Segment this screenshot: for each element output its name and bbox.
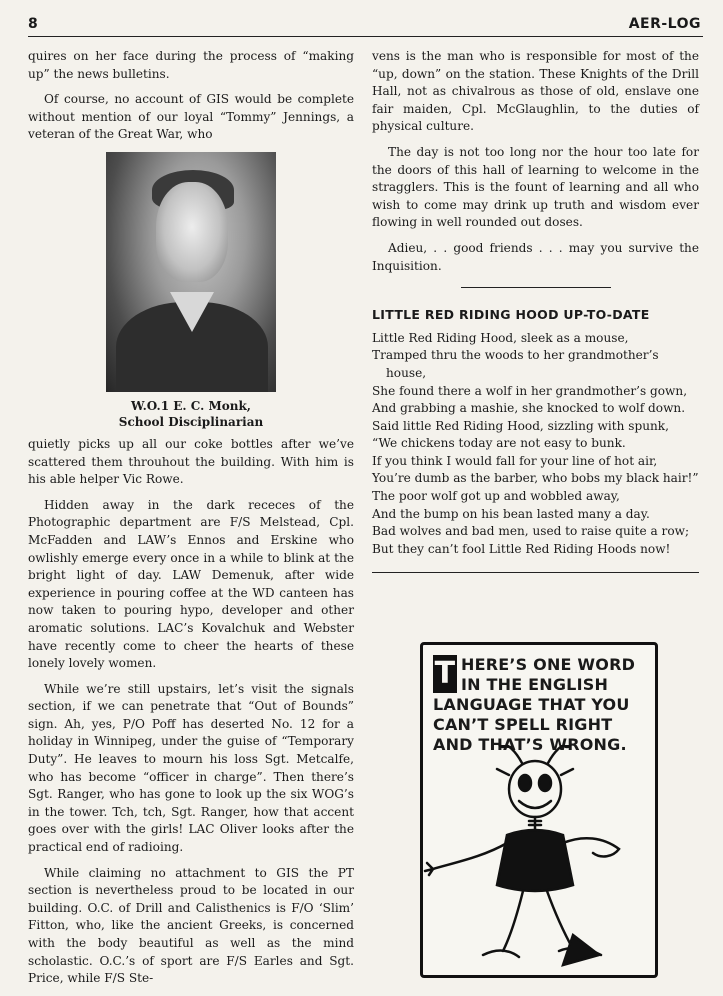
- caption-name: W.O.1 E. C. Monk,: [131, 398, 251, 413]
- left-column: [28, 48, 354, 996]
- right-column: [372, 48, 699, 573]
- right-paragraph-2: The day is not too long nor the hour too late for the doors of this hall of learning to welcome in the stragglers. This is the fount of learning and all who wish to come may drink up truth and wisdom ever flowing in well rounded out doses.: [372, 144, 699, 230]
- poem-divider: [372, 572, 699, 573]
- poem-line: And grabbing a mashie, she knocked to wolf down.: [372, 401, 686, 416]
- poem-line: Little Red Riding Hood, sleek as a mouse,: [372, 330, 629, 345]
- cartoon-panel: [420, 642, 658, 978]
- poem-line: She found there a wolf in her grandmother’s gown,: [372, 383, 688, 398]
- page-header: [28, 14, 703, 37]
- photo-caption: [28, 398, 354, 430]
- cartoon-character-illustration: [423, 745, 649, 969]
- poem-line: Said little Red Riding Hood, sizzling with spunk,: [372, 418, 669, 433]
- cartoon-text: HERE’S ONE WORD IN THE ENGLISH LANGUAGE THAT YOU CAN’T SPELL RIGHT AND THAT’S WRONG.: [433, 655, 636, 754]
- poem-line: Tramped thru the woods to her grandmother’s house,: [372, 348, 659, 380]
- poem: [372, 330, 699, 559]
- left-paragraph-1: quires on her face during the process of “making up” the news bulletins.: [28, 49, 354, 81]
- portrait-photo: [106, 152, 276, 392]
- poem-line: But they can’t fool Little Red Riding Hoods now!: [372, 541, 671, 556]
- poem-line: The poor wolf got up and wobbled away,: [372, 489, 620, 504]
- left-paragraph-5: While we’re still upstairs, let’s visit the signals section, if we can penetrate that “Out of Bounds” sign. Ah, yes, P/O Poff has deserted No. 12 for a holiday in Winnipeg, under the guise of “Temporary Duty”. He leaves to mourn his loss Sgt. Metcalfe, who has become “officer in charge”. Then there’s Sgt. Ranger, who has gone to look up the six WOG’s in the tower. Tch, tch, Sgt. Ranger, how that accent goes over with the girls! LAC Oliver looks after the practical end of radioing.: [28, 681, 354, 855]
- poem-line: “We chickens today are not easy to bunk.: [372, 436, 626, 451]
- poem-line: You’re dumb as the barber, who bobs my black hair!”: [372, 471, 699, 486]
- section-divider: [461, 287, 611, 288]
- poem-line: If you think I would fall for your line of hot air,: [372, 453, 658, 468]
- caption-title: School Disciplinarian: [118, 414, 264, 429]
- left-paragraph-6: While claiming no attachment to GIS the PT section is nevertheless proud to be located in our building. O.C. of Drill and Calisthenics is F/O ‘Slim’ Fitton, who, like the ancient Greeks, is concerned with the body beautiful as well as the mind scholastic. O.C.’s of sport are F/S Earles and Sgt. Price, while F/S Ste-: [28, 865, 354, 986]
- cartoon-caption: [433, 655, 645, 755]
- right-paragraph-1: vens is the man who is responsible for most of the “up, down” on the station. These Knights of the Drill Hall, not as chivalrous as those of old, enslave one fair maiden, Cpl. McGlaughlin, to the duties of physical culture.: [372, 49, 699, 134]
- left-paragraph-2: Of course, no account of GIS would be complete without mention of our loyal “Tommy” Jennings, a veteran of the Great War, who: [28, 92, 354, 142]
- poem-line: And the bump on his bean lasted many a day.: [372, 506, 650, 521]
- publication-title: AER-LOG: [628, 16, 701, 32]
- left-paragraph-4: Hidden away in the dark receces of the Photographic department are F/S Melstead, Cpl. McFadden and LAW’s Ennos and Erskine who owlishly emerge every once in a while to blink at the bright light of day. LAW Demenuk, after wide experience in pouring coffee at the WD canteen has now taken to pouring hypo, developer and other aromatic solutions. LAC’s Kovalchuk and Webster have recently come to cheer the hearts of these lonely lovely women.: [28, 497, 354, 671]
- cartoon-dropcap: T: [434, 656, 456, 691]
- page-number: 8: [28, 16, 38, 32]
- left-paragraph-3: quietly picks up all our coke bottles after we’ve scattered them throuhout the building. With him is his able helper Vic Rowe.: [28, 436, 354, 487]
- poem-line: Bad wolves and bad men, used to raise quite a row;: [372, 524, 690, 539]
- right-paragraph-3: Adieu, . . good friends . . . may you survive the Inquisition.: [372, 240, 699, 273]
- poem-title: LITTLE RED RIDING HOOD UP-TO-DATE: [372, 307, 650, 323]
